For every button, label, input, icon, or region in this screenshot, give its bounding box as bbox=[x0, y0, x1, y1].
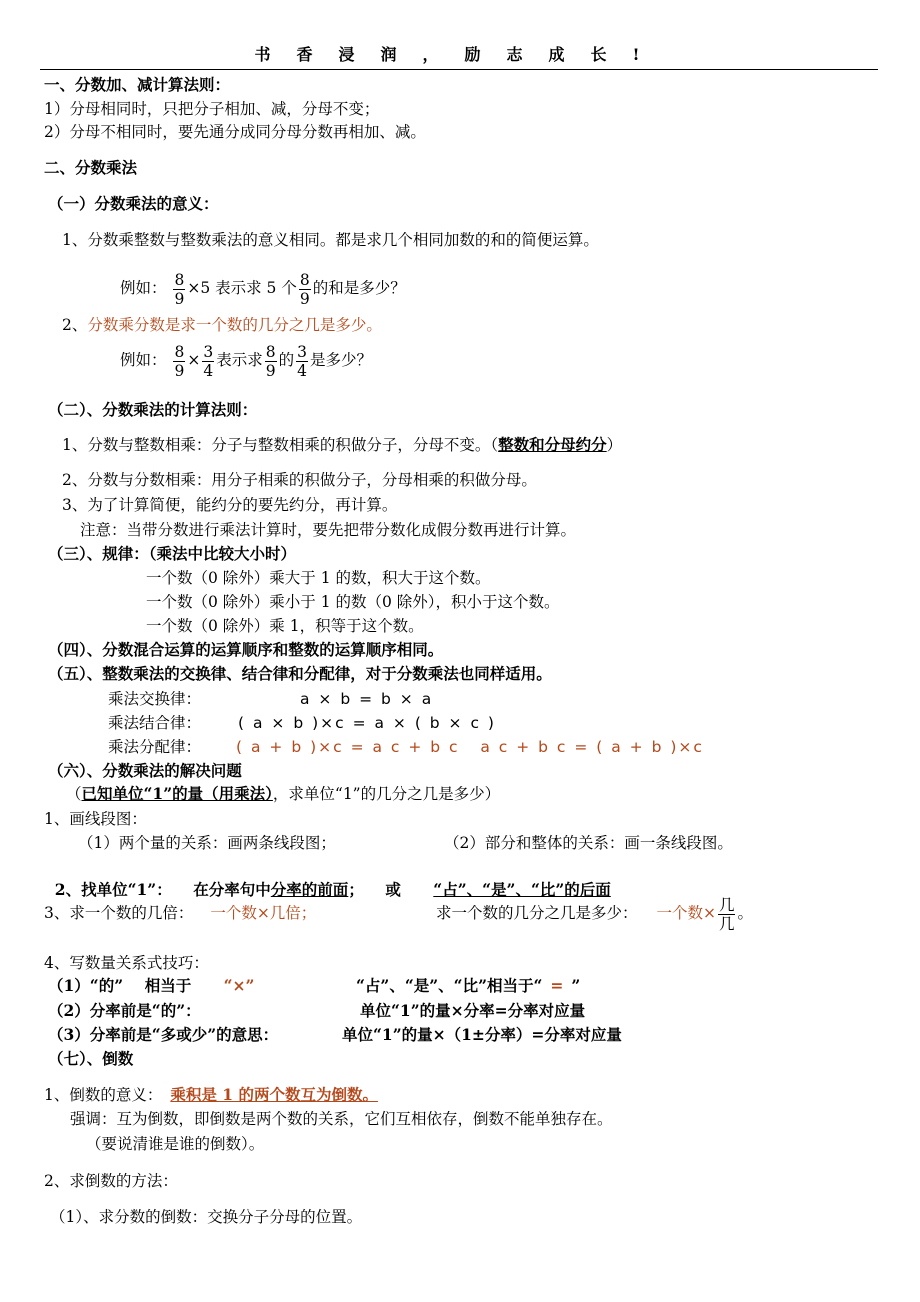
law-distributive-formula: ( a + b )×c = a c + b c a c + b c = ( a + b )×c bbox=[236, 738, 704, 756]
example-1-label: 例如： bbox=[120, 279, 167, 297]
solve-item-2-emphasis: 分率的前面 bbox=[270, 880, 349, 899]
header-rule bbox=[40, 69, 878, 70]
part-6-subtitle-emphasis: 已知单位“1”的量（用乘法） bbox=[81, 784, 273, 803]
pattern-1: 一个数（0 除外）乘大于 1 的数，积大于这个数。 bbox=[146, 569, 491, 587]
solve-item-3-red: 一个数×几倍； bbox=[210, 904, 317, 922]
part-3-title: （三）、规律：（乘法中比较大小时） bbox=[48, 544, 297, 563]
part-4-title: （四）、分数混合运算的运算顺序和整数的运算顺序相同。 bbox=[48, 640, 444, 659]
law-associative-label: 乘法结合律： bbox=[108, 714, 202, 732]
solve-item-1a: （1）两个量的关系：画两条线段图； bbox=[78, 834, 336, 852]
calc-rule-1-emphasis: 整数和分母约分 bbox=[498, 435, 607, 454]
reciprocal-emphasis: 强调：互为倒数，即倒数是两个数的关系，它们互相依存，倒数不能单独存在。 bbox=[70, 1110, 613, 1128]
law-commutative-label: 乘法交换律： bbox=[108, 690, 202, 708]
calc-rule-3: 3、为了计算简便，能约分的要先约分，再计算。 bbox=[62, 496, 398, 514]
part-6-title: （六）、分数乘法的解决问题 bbox=[48, 761, 242, 780]
reciprocal-definition: 乘积是 1 的两个数互为倒数。 bbox=[170, 1085, 378, 1104]
tip-1-part-2: “占”、“是”、“比”相当于“ = ” bbox=[356, 976, 581, 995]
section-1-title: 一、分数加、减计算法则： bbox=[44, 75, 231, 94]
fraction-a: $\frac{8}{9}$ bbox=[174, 342, 185, 380]
tip-1: （1）“的” 相当于 “×” bbox=[48, 976, 255, 995]
reciprocal-note: （要说清谁是谁的倒数）。 bbox=[86, 1135, 265, 1153]
tip-2-formula: 单位“1”的量×分率=分率对应量 bbox=[360, 1001, 586, 1020]
tip-2: （2）分率前是“的”： bbox=[48, 1001, 201, 1020]
tip-1-equals: = bbox=[550, 976, 564, 995]
reciprocal-method-1: （1）、求分数的倒数：交换分子分母的位置。 bbox=[50, 1208, 363, 1226]
example-2-label: 例如： bbox=[120, 351, 167, 369]
example-1 bbox=[120, 270, 406, 308]
example-2: 例如： $\frac{8}{9}$ × $\frac{3}{4}$ 表示求 $\frac{8}{9}$ 的 $\frac{3}{4}$ 是多少？ bbox=[120, 342, 372, 380]
calc-rule-2: 2、分数与分数相乘：用分子相乘的积做分子，分母相乘的积做分母。 bbox=[62, 471, 537, 489]
tip-3-formula: 单位“1”的量×（1±分率）=分率对应量 bbox=[342, 1025, 622, 1044]
fraction-c: $\frac{8}{9}$ bbox=[265, 342, 276, 380]
fraction-d: $\frac{3}{4}$ bbox=[297, 342, 307, 380]
law-distributive-label: 乘法分配律： bbox=[108, 738, 202, 756]
part-1-title: （一）分数乘法的意义： bbox=[48, 194, 219, 213]
part-2-title: （二）、分数乘法的计算法则： bbox=[48, 400, 258, 419]
meaning-item-2: 2、分数乘分数是求一个数的几分之几是多少。 bbox=[62, 316, 382, 334]
solve-item-1: 1、画线段图： bbox=[44, 810, 147, 828]
pattern-3: 一个数（0 除外）乘 1，积等于这个数。 bbox=[146, 617, 424, 635]
example-1-tail: 的和是多少？ bbox=[312, 279, 406, 297]
rule-different-denominator: 2）分母不相同时，要先通分成同分母分数再相加、减。 bbox=[44, 123, 426, 141]
solve-item-3-part-2: 求一个数的几分之几是多少： 一个数× $\frac{\text{几}}{\text{几}}$ 。 bbox=[436, 895, 753, 933]
solve-item-2: 2、找单位“1”： 在分率句中分率的前面； 或 “占”、“是”、“比”的后面 bbox=[54, 880, 611, 899]
tip-1-times: “×” bbox=[223, 976, 255, 995]
fraction-8-9: $\frac{8}{9}$ bbox=[174, 270, 185, 308]
solve-item-2-emphasis-2: “占”、“是”、“比”的后面 bbox=[433, 880, 611, 899]
law-associative-formula: ( a × b )×c = a × ( b × c ) bbox=[238, 714, 496, 732]
example-1-mid: ×5 表示求 5 个 bbox=[187, 279, 297, 297]
solve-item-1b: （2）部分和整体的关系：画一条线段图。 bbox=[444, 834, 733, 852]
tip-3: （3）分率前是“多或少”的意思： bbox=[48, 1025, 279, 1044]
part-6-subtitle: （已知单位“1”的量（用乘法），求单位“1”的几分之几是多少） bbox=[66, 784, 501, 803]
solve-item-3: 3、求一个数的几倍： 一个数×几倍； bbox=[44, 904, 317, 922]
part-7-title: （七）、倒数 bbox=[48, 1049, 134, 1068]
calc-rule-1: 1、分数与整数相乘：分子与整数相乘的积做分子，分母不变。（整数和分母约分） bbox=[62, 435, 623, 454]
meaning-item-2-text: 分数乘分数是求一个数的几分之几是多少。 bbox=[87, 316, 382, 334]
calc-note: 注意：当带分数进行乘法计算时，要先把带分数化成假分数再进行计算。 bbox=[80, 521, 577, 539]
law-commutative-formula: a × b = b × a bbox=[300, 690, 434, 708]
reciprocal-method-title: 2、求倒数的方法： bbox=[44, 1172, 178, 1190]
meaning-item-1: 1、分数乘整数与整数乘法的意义相同。都是求几个相同加数的和的简便运算。 bbox=[62, 231, 599, 249]
reciprocal-meaning: 1、倒数的意义： 乘积是 1 的两个数互为倒数。 bbox=[44, 1085, 378, 1104]
rule-same-denominator: 1）分母相同时，只把分子相加、减，分母不变； bbox=[44, 100, 380, 118]
section-2-title: 二、分数乘法 bbox=[44, 158, 138, 177]
pattern-2: 一个数（0 除外）乘小于 1 的数（0 除外），积小于这个数。 bbox=[146, 593, 560, 611]
part-5-title: （五）、整数乘法的交换律、结合律和分配律，对于分数乘法也同样适用。 bbox=[48, 664, 552, 683]
solve-item-4: 4、写数量关系式技巧： bbox=[44, 954, 209, 972]
fraction-b: $\frac{3}{4}$ bbox=[203, 342, 214, 380]
fraction-8-9-b: $\frac{8}{9}$ bbox=[299, 270, 310, 308]
page-header: 书香浸润，励志成长! bbox=[254, 45, 666, 64]
fraction-ji-ji: $\frac{\text{几}}{\text{几}}$ bbox=[718, 895, 735, 933]
